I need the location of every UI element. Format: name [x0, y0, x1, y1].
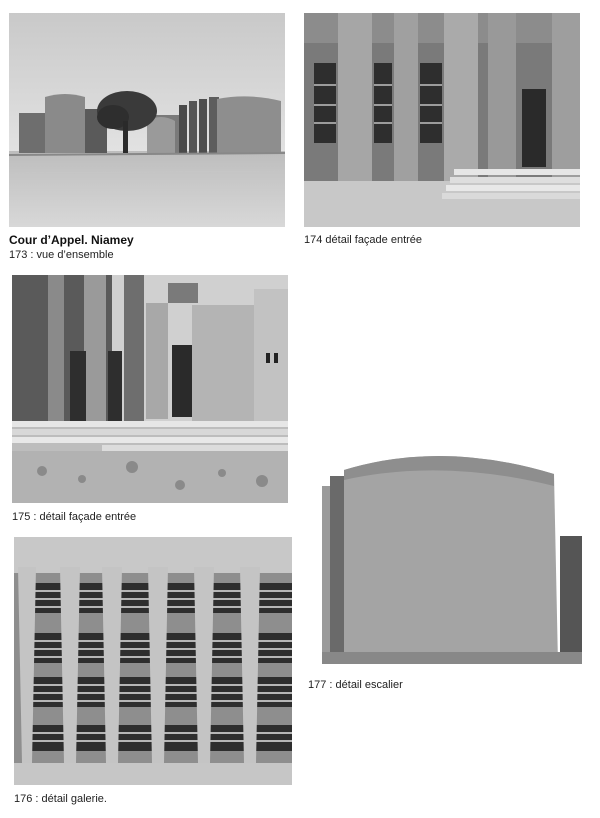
caption-174: 174 détail façade entrée	[304, 234, 423, 246]
photo-173-overview	[9, 13, 285, 227]
photo-175-entrance-facade	[12, 275, 288, 503]
caption-176: 176 : détail galerie.	[14, 793, 107, 805]
caption-175: 175 : détail façade entrée	[12, 511, 137, 523]
caption-title-173: Cour d’Appel. Niamey	[9, 233, 134, 247]
photo-177-stair-tower	[322, 446, 582, 664]
photo-176-gallery	[14, 537, 292, 785]
caption-177: 177 : détail escalier	[308, 679, 403, 691]
caption-173: 173 : vue d’ensemble	[9, 249, 114, 261]
photo-174-entrance-facade	[304, 13, 580, 227]
